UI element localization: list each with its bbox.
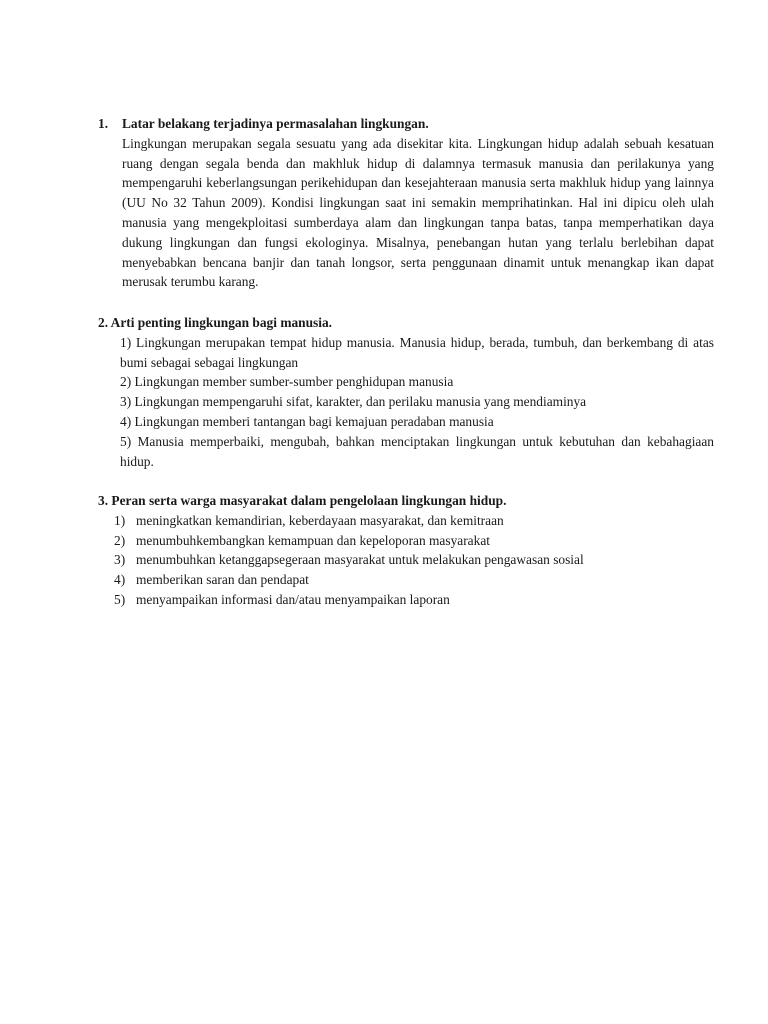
section-community-role bbox=[98, 491, 714, 610]
list-item-number: 4) bbox=[114, 572, 126, 588]
list-item bbox=[114, 590, 714, 610]
section-2-heading: 2. Arti penting lingkungan bagi manusia. bbox=[98, 315, 333, 330]
section-1-title: Latar belakang terjadinya permasalahan lingkungan. bbox=[122, 116, 429, 131]
list-item-text: meningkatkan kemandirian, keberdayaan masyarakat, dan kemitraan bbox=[136, 512, 504, 528]
list-item-text: menyampaikan informasi dan/atau menyampaikan laporan bbox=[136, 591, 450, 607]
list-item-number: 5) bbox=[114, 591, 126, 607]
list-item bbox=[114, 550, 714, 570]
section-1-paragraph: Lingkungan merupakan segala sesuatu yang ada disekitar kita. Lingkungan hidup adalah sebuah kesatuan ruang dengan segala benda dan makhluk hidup di dalamnya termasuk manusia dan perilakunya yang mempengaruhi keberlangsungan perikehidupan dan kesejahteraan manusia serta makhluk hidup yang lainnya (UU No 32 Tahun 2009). Kondisi lingkungan saat ini semakin memprihatinkan. Hal ini dipicu oleh ulah manusia yang mengekploitasi sumberdaya alam dan lingkungan tanpa batas, tanpa memperhatikan daya dukung lingkungan dan fungsi ekologinya. Misalnya, penebangan hutan yang terlalu berlebihan dapat menyebabkan bencana banjir dan tanah longsor, serta penggunaan dinamit untuk menangkap ikan dapat merusak terumbu karang. bbox=[122, 135, 714, 290]
list-item: 5) Manusia memperbaiki, mengubah, bahkan menciptakan lingkungan untuk kebutuhan dan kebahagiaan hidup. bbox=[120, 433, 714, 469]
list-item: 2) Lingkungan member sumber-sumber penghidupan manusia bbox=[120, 374, 454, 390]
section-1-heading bbox=[98, 114, 714, 134]
section-background bbox=[98, 114, 714, 292]
list-item-text: menumbuhkembangkan kemampuan dan kepeloporan masyarakat bbox=[136, 532, 490, 548]
list-item-number: 2) bbox=[114, 532, 126, 548]
section-1-number: 1. bbox=[98, 116, 109, 131]
section-3-heading: 3. Peran serta warga masyarakat dalam pengelolaan lingkungan hidup. bbox=[98, 493, 507, 508]
numbered-list bbox=[114, 511, 714, 610]
list-item bbox=[114, 570, 714, 590]
list-item: 4) Lingkungan memberi tantangan bagi kemajuan peradaban manusia bbox=[120, 413, 494, 429]
list-item-number: 3) bbox=[114, 552, 126, 568]
section-importance bbox=[98, 313, 714, 471]
list-item-text: menumbuhkan ketanggapsegeraan masyarakat untuk melakukan pengawasan sosial bbox=[136, 552, 584, 568]
list-item bbox=[114, 531, 714, 551]
list-item-number: 1) bbox=[114, 512, 126, 528]
list-item: 1) Lingkungan merupakan tempat hidup manusia. Manusia hidup, berada, tumbuh, dan berkembang di atas bumi sebagai sebagai lingkungan bbox=[120, 334, 714, 370]
list-item bbox=[114, 511, 714, 531]
list-item-text: memberikan saran dan pendapat bbox=[136, 572, 309, 588]
list-item: 3) Lingkungan mempengaruhi sifat, karakter, dan perilaku manusia yang mendiaminya bbox=[120, 394, 587, 410]
